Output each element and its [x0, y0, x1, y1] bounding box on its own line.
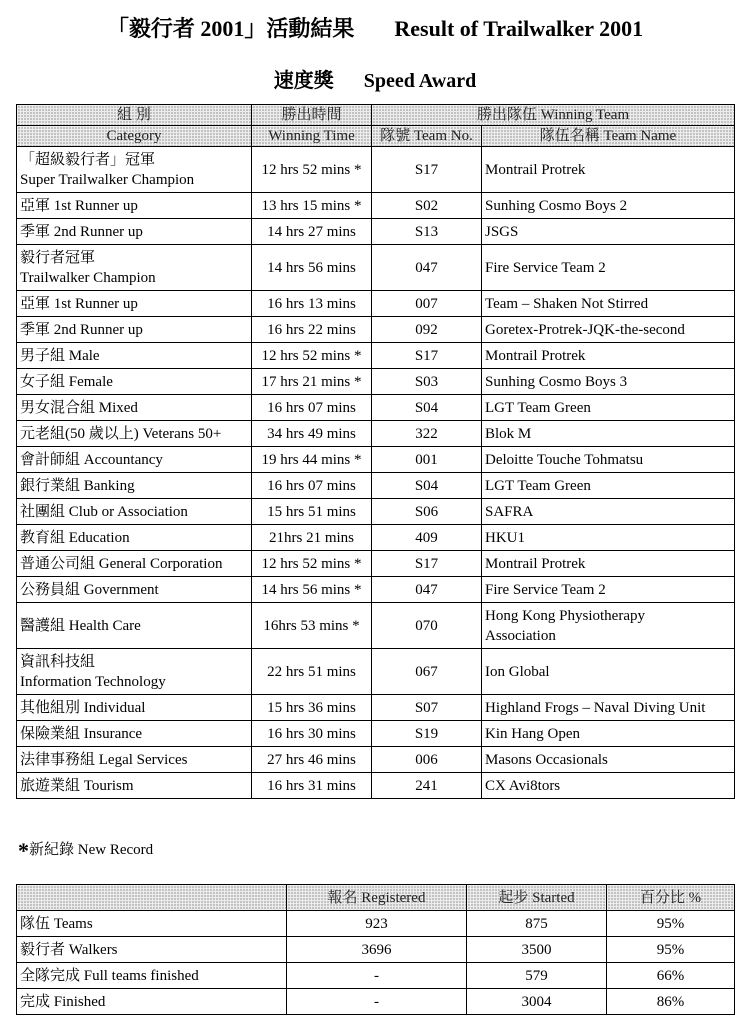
- category-line-2: Trailwalker Champion: [20, 269, 156, 286]
- team-no-cell: 001: [372, 447, 482, 473]
- team-name-line-1: Goretex-Protrek-JQK-the-second: [485, 321, 685, 338]
- team-name-cell: [482, 551, 735, 577]
- stats-header-blank: [17, 885, 287, 911]
- category-line-1: 毅行者冠軍: [20, 249, 96, 266]
- category-line-1: 季軍 2nd Runner up: [20, 223, 143, 240]
- winning-time-cell: 17 hrs 21 mins *: [252, 369, 372, 395]
- award-row: [17, 219, 735, 245]
- award-row: [17, 525, 735, 551]
- team-name-cell: [482, 291, 735, 317]
- footnote-text: 新紀錄 New Record: [29, 842, 154, 858]
- started-cell: 579: [467, 963, 607, 989]
- winning-time-cell: 16 hrs 07 mins: [252, 473, 372, 499]
- team-name-line-1: Blok M: [485, 425, 532, 442]
- award-row: [17, 747, 735, 773]
- category-cell: [17, 499, 252, 525]
- award-row: [17, 447, 735, 473]
- award-row: [17, 499, 735, 525]
- category-line-2: Super Trailwalker Champion: [20, 171, 195, 188]
- stats-label-cell: 完成 Finished: [17, 989, 287, 1015]
- category-line-1: 旅遊業組 Tourism: [20, 777, 134, 794]
- team-name-cell: [482, 245, 735, 291]
- team-no-cell: S02: [372, 193, 482, 219]
- registered-cell: 923: [287, 911, 467, 937]
- team-name-cell: [482, 499, 735, 525]
- award-row: [17, 369, 735, 395]
- title-english: Result of Trailwalker 2001: [394, 16, 644, 41]
- record-star: *: [18, 838, 29, 863]
- category-line-1: 亞軍 1st Runner up: [20, 197, 138, 214]
- winning-time-cell: 14 hrs 56 mins: [252, 245, 372, 291]
- team-name-line-1: Ion Global: [485, 663, 550, 680]
- category-cell: [17, 551, 252, 577]
- category-cell: [17, 577, 252, 603]
- award-row: [17, 147, 735, 193]
- winning-time-cell: 16 hrs 07 mins: [252, 395, 372, 421]
- award-row: [17, 577, 735, 603]
- started-cell: 3500: [467, 937, 607, 963]
- page-title: [0, 12, 750, 43]
- team-name-cell: [482, 147, 735, 193]
- category-cell: [17, 421, 252, 447]
- winning-time-cell: 16 hrs 30 mins: [252, 721, 372, 747]
- category-line-1: 會計師組 Accountancy: [20, 451, 163, 468]
- title-chinese: 「毅行者 2001」活動結果: [106, 16, 355, 41]
- category-cell: [17, 395, 252, 421]
- winning-time-cell: 14 hrs 56 mins *: [252, 577, 372, 603]
- registered-cell: 3696: [287, 937, 467, 963]
- team-name-line-1: Montrail Protrek: [485, 161, 586, 178]
- team-name-line-1: Highland Frogs – Naval Diving Unit: [485, 699, 706, 716]
- stats-table-body: [17, 911, 735, 1015]
- category-cell: [17, 343, 252, 369]
- category-cell: [17, 773, 252, 799]
- category-cell: [17, 525, 252, 551]
- header-team-no: 隊號 Team No.: [372, 126, 482, 147]
- team-no-cell: S03: [372, 369, 482, 395]
- award-row: [17, 317, 735, 343]
- team-no-cell: S07: [372, 695, 482, 721]
- team-name-line-1: Team – Shaken Not Stirred: [485, 295, 649, 312]
- winning-time-cell: 13 hrs 15 mins *: [252, 193, 372, 219]
- team-no-cell: 047: [372, 577, 482, 603]
- winning-time-cell: 22 hrs 51 mins: [252, 649, 372, 695]
- team-name-cell: [482, 395, 735, 421]
- team-name-cell: [482, 369, 735, 395]
- team-name-line-1: Kin Hang Open: [485, 725, 580, 742]
- team-name-line-1: Sunhing Cosmo Boys 2: [485, 197, 628, 214]
- award-row: [17, 551, 735, 577]
- team-name-cell: [482, 721, 735, 747]
- team-no-cell: 409: [372, 525, 482, 551]
- stats-header-percent: 百分比 %: [607, 885, 735, 911]
- category-line-1: 男子組 Male: [20, 347, 100, 364]
- category-cell: [17, 447, 252, 473]
- participation-stats-table: [16, 884, 735, 1015]
- header-category-en: Category: [17, 126, 252, 147]
- stats-row: [17, 937, 735, 963]
- stats-row: [17, 989, 735, 1015]
- category-cell: [17, 369, 252, 395]
- award-row: [17, 421, 735, 447]
- team-no-cell: 241: [372, 773, 482, 799]
- category-line-1: 普通公司組 General Corporation: [20, 555, 223, 572]
- team-no-cell: S17: [372, 343, 482, 369]
- winning-time-cell: 15 hrs 51 mins: [252, 499, 372, 525]
- category-cell: [17, 219, 252, 245]
- subtitle-english: Speed Award: [363, 70, 477, 92]
- team-name-line-1: CX Avi8tors: [485, 777, 561, 794]
- category-line-1: 元老組(50 歲以上) Veterans 50+: [20, 425, 222, 442]
- team-no-cell: S19: [372, 721, 482, 747]
- category-line-1: 銀行業組 Banking: [20, 477, 135, 494]
- award-row: [17, 695, 735, 721]
- team-name-cell: [482, 343, 735, 369]
- team-name-line-1: Deloitte Touche Tohmatsu: [485, 451, 644, 468]
- team-no-cell: 047: [372, 245, 482, 291]
- award-row: [17, 193, 735, 219]
- team-no-cell: S17: [372, 551, 482, 577]
- category-line-1: 醫護組 Health Care: [20, 617, 141, 634]
- page-subtitle: [0, 64, 750, 93]
- category-cell: [17, 245, 252, 291]
- team-name-cell: [482, 193, 735, 219]
- header-category-zh: 組 別: [17, 105, 252, 126]
- category-line-1: 社團組 Club or Association: [20, 503, 188, 520]
- award-row: [17, 649, 735, 695]
- team-name-line-1: JSGS: [485, 223, 519, 240]
- team-name-line-1: Montrail Protrek: [485, 555, 586, 572]
- category-line-1: 「超級毅行者」冠軍: [20, 151, 156, 168]
- team-no-cell: 092: [372, 317, 482, 343]
- percent-cell: 95%: [607, 911, 735, 937]
- award-row: [17, 603, 735, 649]
- team-name-cell: [482, 773, 735, 799]
- category-cell: [17, 721, 252, 747]
- winning-time-cell: 12 hrs 52 mins *: [252, 551, 372, 577]
- category-line-1: 公務員組 Government: [20, 581, 159, 598]
- category-cell: [17, 147, 252, 193]
- percent-cell: 86%: [607, 989, 735, 1015]
- team-no-cell: 067: [372, 649, 482, 695]
- stats-row: [17, 911, 735, 937]
- team-name-line-1: Sunhing Cosmo Boys 3: [485, 373, 628, 390]
- category-line-1: 資訊科技組: [20, 653, 96, 670]
- registered-cell: -: [287, 963, 467, 989]
- team-name-line-1: Montrail Protrek: [485, 347, 586, 364]
- team-name-cell: [482, 447, 735, 473]
- category-cell: [17, 473, 252, 499]
- stats-label-cell: 全隊完成 Full teams finished: [17, 963, 287, 989]
- category-line-1: 亞軍 1st Runner up: [20, 295, 138, 312]
- stats-header-registered: 報名 Registered: [287, 885, 467, 911]
- winning-time-cell: 19 hrs 44 mins *: [252, 447, 372, 473]
- winning-time-cell: 34 hrs 49 mins: [252, 421, 372, 447]
- team-name-line-1: Fire Service Team 2: [485, 581, 606, 598]
- award-row: [17, 473, 735, 499]
- awards-table-body: [17, 147, 735, 799]
- category-line-1: 男女混合組 Mixed: [20, 399, 138, 416]
- started-cell: 875: [467, 911, 607, 937]
- award-row: [17, 343, 735, 369]
- subtitle-chinese: 速度獎: [273, 70, 334, 92]
- header-team-name: 隊伍名稱 Team Name: [482, 126, 735, 147]
- award-row: [17, 721, 735, 747]
- team-name-cell: [482, 421, 735, 447]
- team-name-line-1: Fire Service Team 2: [485, 259, 606, 276]
- team-name-line-1: Hong Kong Physiotherapy: [485, 607, 645, 624]
- category-line-2: Information Technology: [20, 673, 166, 690]
- team-no-cell: S04: [372, 395, 482, 421]
- winning-time-cell: 12 hrs 52 mins *: [252, 147, 372, 193]
- team-name-cell: [482, 603, 735, 649]
- award-row: [17, 245, 735, 291]
- team-name-cell: [482, 525, 735, 551]
- winning-time-cell: 16hrs 53 mins *: [252, 603, 372, 649]
- team-name-line-1: SAFRA: [485, 503, 534, 520]
- team-name-cell: [482, 747, 735, 773]
- registered-cell: -: [287, 989, 467, 1015]
- award-row: [17, 395, 735, 421]
- category-cell: [17, 695, 252, 721]
- header-time-en: Winning Time: [252, 126, 372, 147]
- team-no-cell: 006: [372, 747, 482, 773]
- stats-row: [17, 963, 735, 989]
- team-no-cell: S06: [372, 499, 482, 525]
- header-winning-team: 勝出隊伍 Winning Team: [372, 105, 735, 126]
- category-line-1: 季軍 2nd Runner up: [20, 321, 143, 338]
- team-name-cell: [482, 577, 735, 603]
- stats-label-cell: 毅行者 Walkers: [17, 937, 287, 963]
- winning-time-cell: 16 hrs 13 mins: [252, 291, 372, 317]
- percent-cell: 66%: [607, 963, 735, 989]
- category-cell: [17, 747, 252, 773]
- category-line-1: 法律事務組 Legal Services: [20, 751, 188, 768]
- category-cell: [17, 291, 252, 317]
- team-name-cell: [482, 317, 735, 343]
- speed-award-table: [16, 104, 735, 799]
- team-no-cell: S13: [372, 219, 482, 245]
- winning-time-cell: 21hrs 21 mins: [252, 525, 372, 551]
- team-name-cell: [482, 473, 735, 499]
- winning-time-cell: 27 hrs 46 mins: [252, 747, 372, 773]
- team-name-line-1: LGT Team Green: [485, 399, 591, 416]
- stats-label-cell: 隊伍 Teams: [17, 911, 287, 937]
- team-name-line-1: HKU1: [485, 529, 525, 546]
- team-name-cell: [482, 219, 735, 245]
- footnote: [18, 838, 153, 864]
- winning-time-cell: 12 hrs 52 mins *: [252, 343, 372, 369]
- team-name-line-1: Masons Occasionals: [485, 751, 608, 768]
- team-no-cell: 322: [372, 421, 482, 447]
- category-line-1: 其他組別 Individual: [20, 699, 146, 716]
- percent-cell: 95%: [607, 937, 735, 963]
- team-name-cell: [482, 649, 735, 695]
- team-name-line-2: Association: [485, 627, 556, 644]
- award-row: [17, 773, 735, 799]
- team-no-cell: S04: [372, 473, 482, 499]
- header-time-zh: 勝出時間: [252, 105, 372, 126]
- team-name-cell: [482, 695, 735, 721]
- winning-time-cell: 16 hrs 31 mins: [252, 773, 372, 799]
- category-line-1: 教育組 Education: [20, 529, 130, 546]
- category-line-1: 女子組 Female: [20, 373, 113, 390]
- stats-header-started: 起步 Started: [467, 885, 607, 911]
- team-no-cell: 007: [372, 291, 482, 317]
- category-cell: [17, 193, 252, 219]
- team-no-cell: S17: [372, 147, 482, 193]
- team-name-line-1: LGT Team Green: [485, 477, 591, 494]
- started-cell: 3004: [467, 989, 607, 1015]
- category-cell: [17, 649, 252, 695]
- category-cell: [17, 317, 252, 343]
- winning-time-cell: 15 hrs 36 mins: [252, 695, 372, 721]
- award-row: [17, 291, 735, 317]
- team-no-cell: 070: [372, 603, 482, 649]
- category-line-1: 保險業組 Insurance: [20, 725, 143, 742]
- winning-time-cell: 16 hrs 22 mins: [252, 317, 372, 343]
- category-cell: [17, 603, 252, 649]
- winning-time-cell: 14 hrs 27 mins: [252, 219, 372, 245]
